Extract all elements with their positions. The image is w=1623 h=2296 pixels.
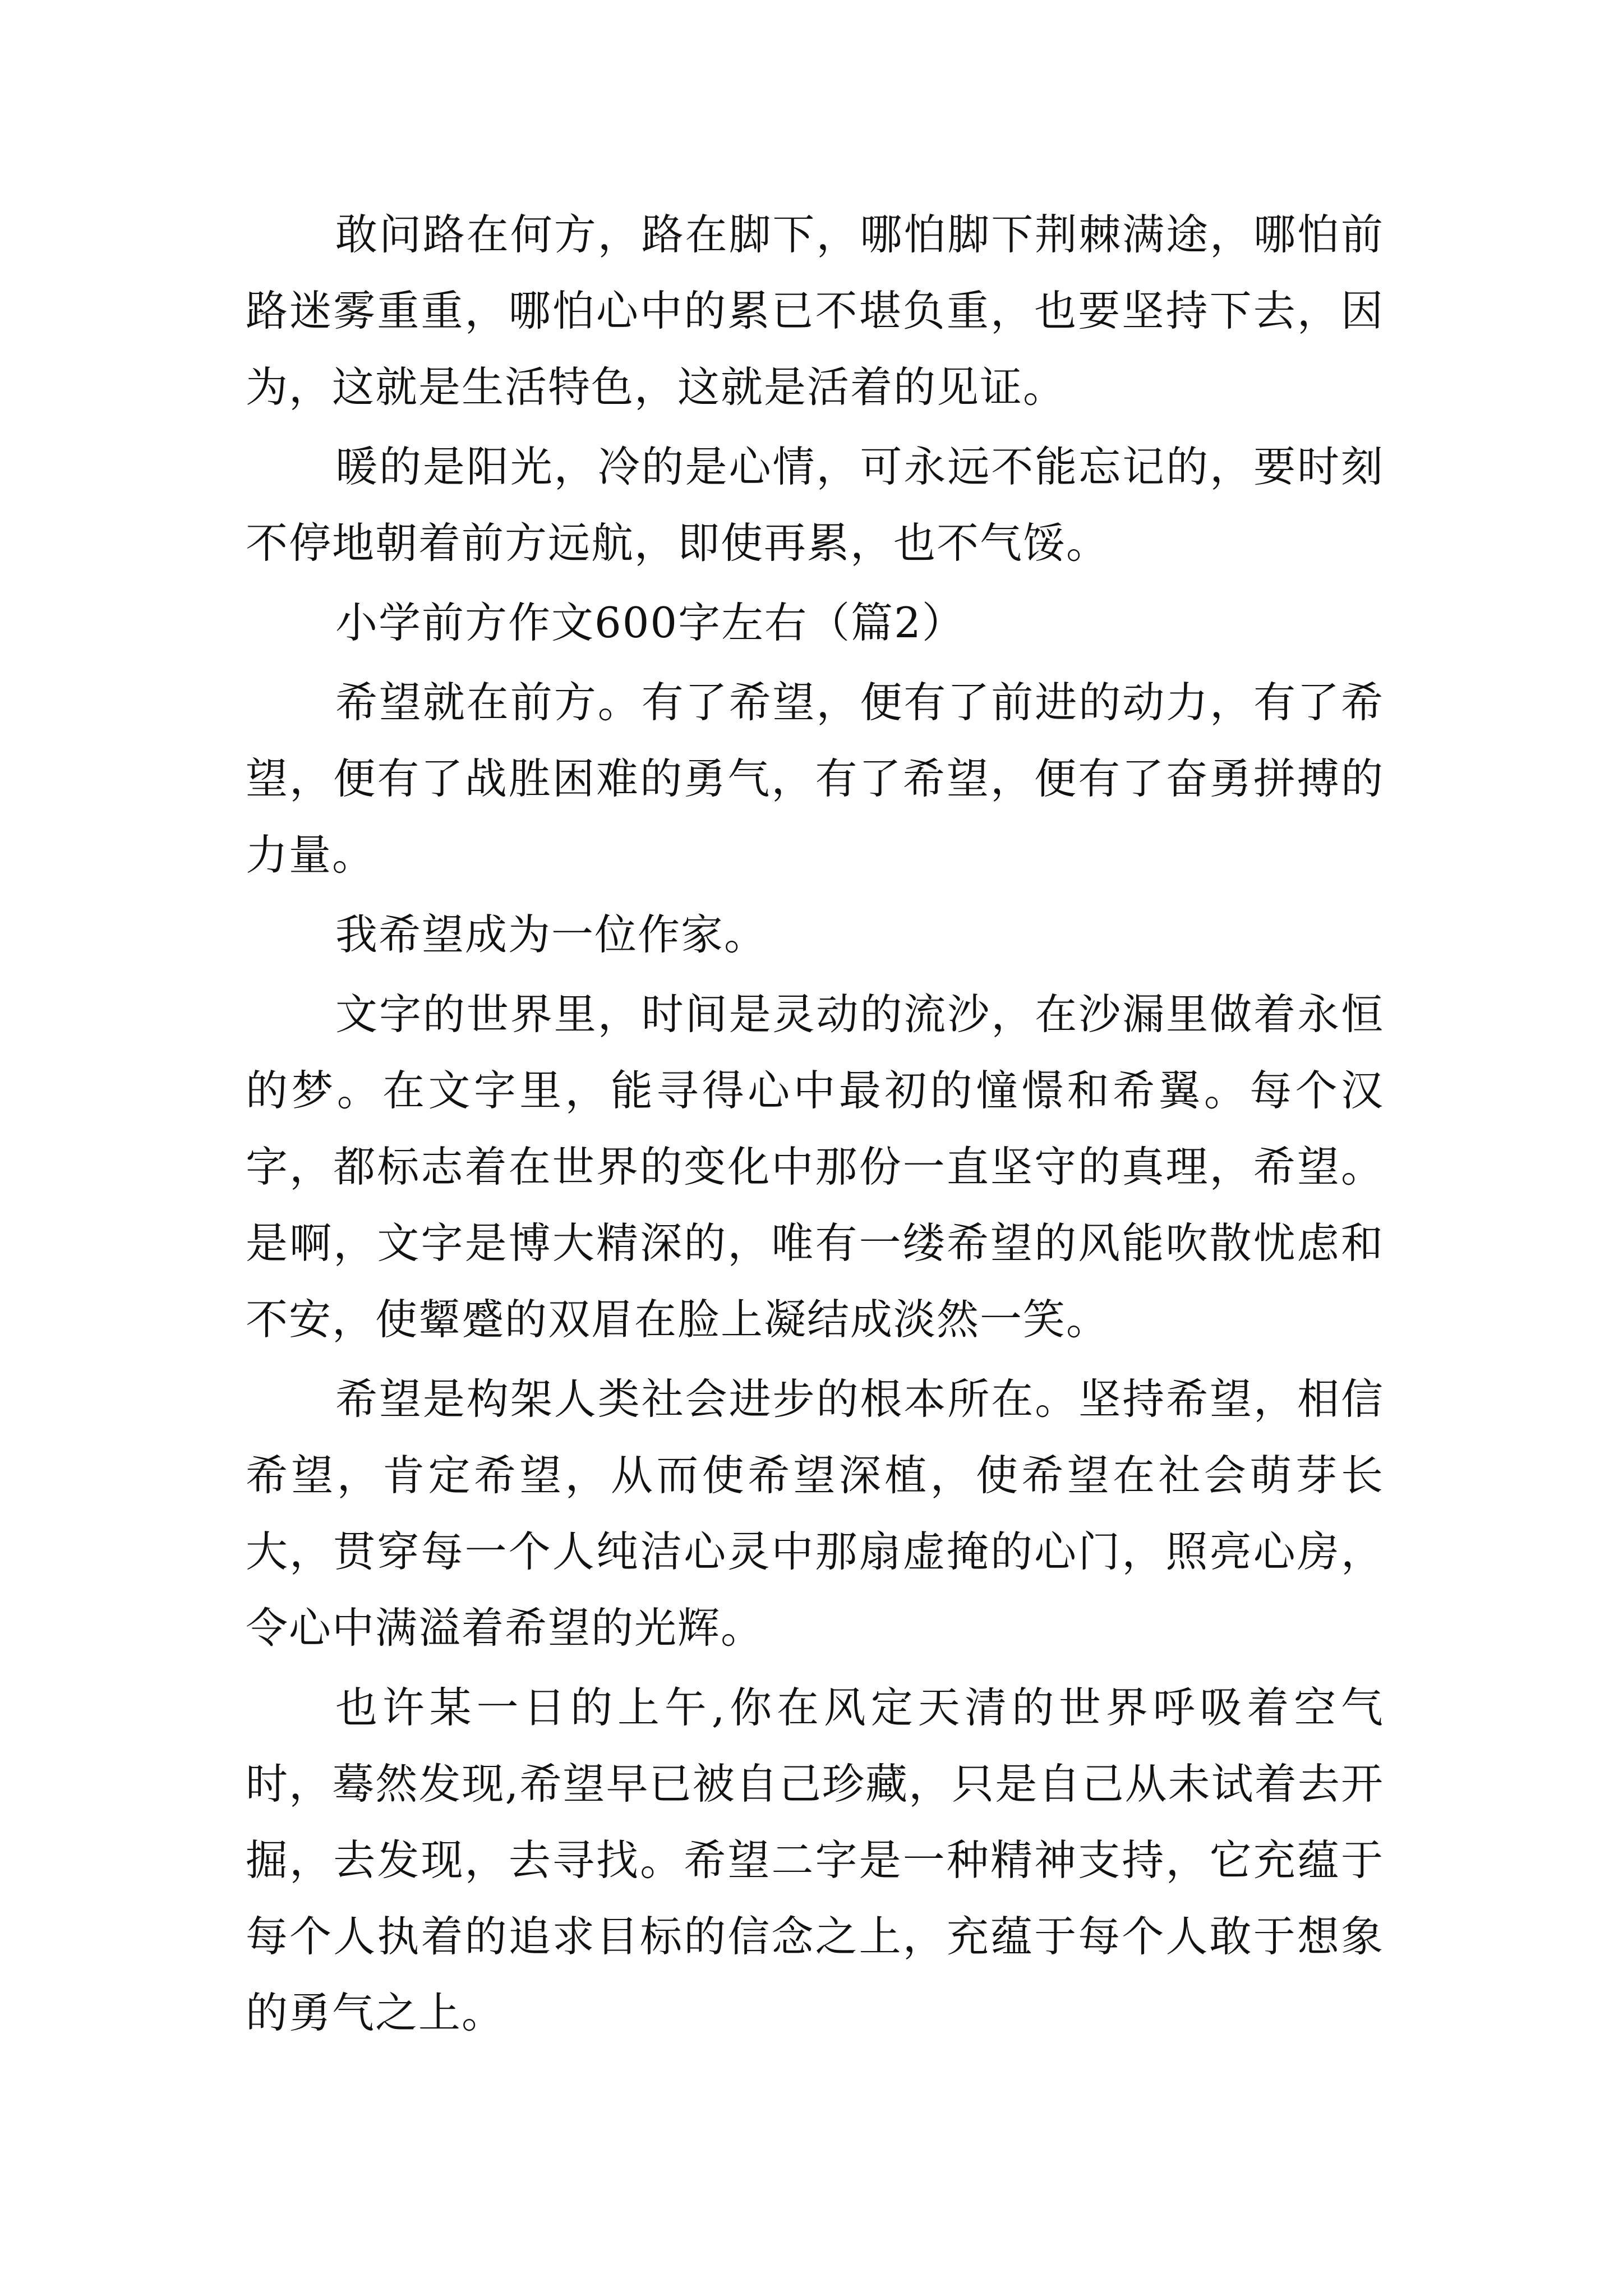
paragraph-3: 希望就在前方。有了希望，便有了前进的动力，有了希望，便有了战胜困难的勇气，有了希望，便有了奋勇拼搏的力量。 — [246, 678, 1384, 880]
paragraph-2: 暖的是阳光，冷的是心情，可永远不能忘记的，要时刻不停地朝着前方远航，即使再累，也不气馁。 — [246, 442, 1384, 568]
section-heading: 小学前方作文600字左右（篇2） — [335, 598, 965, 647]
paragraph-6: 希望是构架人类社会进步的根本所在。坚持希望，相信希望，肯定希望，从而使希望深植，使希望在社会萌芽长大，贯穿每一个人纯洁心灵中那扇虚掩的心门，照亮心房，令心中满溢着希望的光辉。 — [246, 1374, 1384, 1653]
paragraph-4: 我希望成为一位作家。 — [335, 910, 768, 959]
paragraph-1: 敢问路在何方，路在脚下，哪怕脚下荆棘满途，哪怕前路迷雾重重，哪怕心中的累已不堪负重，也要坚持下去，因为，这就是生活特色，这就是活着的见证。 — [246, 210, 1384, 412]
paragraph-7: 也许某一日的上午,你在风定天清的世界呼吸着空气时，蓦然发现,希望早已被自己珍藏，只是自己从未试着去开掘，去发现，去寻找。希望二字是一种精神支持，它充蕴于每个人执着的追求目标的信念之上，充蕴于每个人敢于想象的勇气之上。 — [246, 1683, 1384, 2037]
document-page — [246, 196, 1384, 2054]
paragraph-5: 文字的世界里，时间是灵动的流沙，在沙漏里做着永恒的梦。在文字里，能寻得心中最初的憧憬和希翼。每个汉字，都标志着在世界的变化中那份一直坚守的真理，希望。是啊，文字是博大精深的，唯有一缕希望的风能吹散忧虑和不安，使颦蹙的双眉在脸上凝结成淡然一笑。 — [246, 990, 1384, 1344]
